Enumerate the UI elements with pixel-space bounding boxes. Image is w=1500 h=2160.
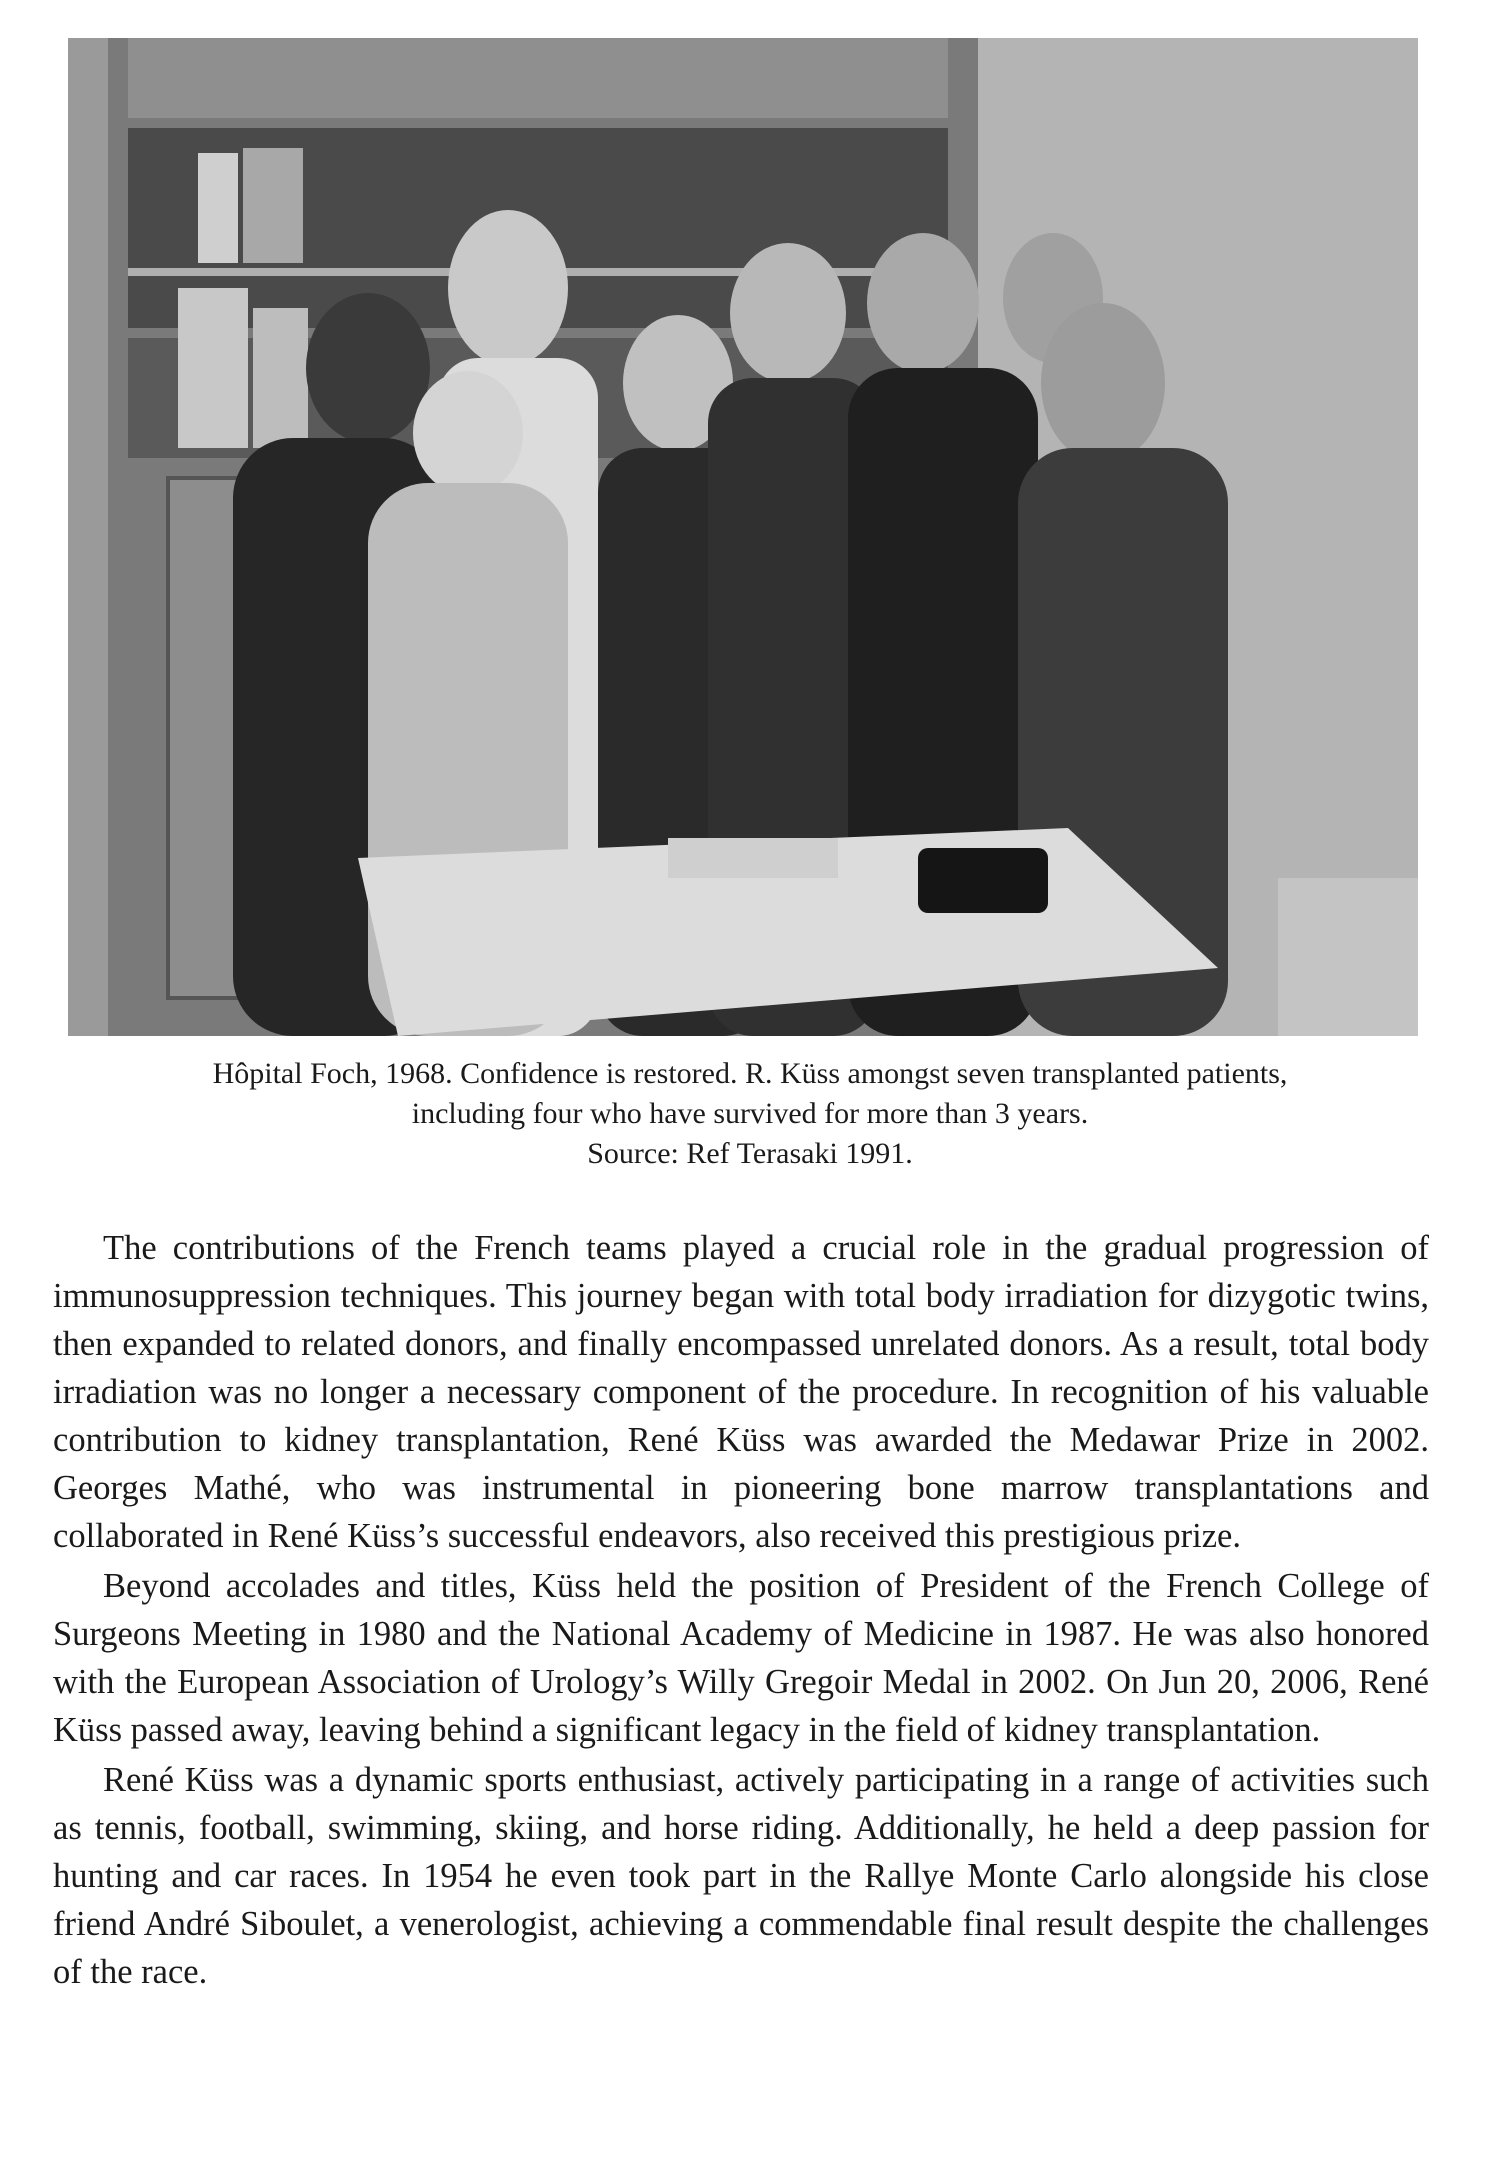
caption-line-3: Source: Ref Terasaki 1991. [587, 1137, 913, 1170]
paragraph-2-text: Beyond accolades and titles, Küss held the position of President of the French College of Surgeons Meeting in 1980 and the National Academy of Medicine in 1987. He was also honored with the European Association of Urology’s Willy Gregoir Medal in 2002. On Jun 20, 2006, René Küss passed away, leaving behind a significant legacy in the field of kidney transplantation. [53, 1567, 1429, 1749]
paragraph-3 [53, 1756, 1429, 1996]
caption-line-1: Hôpital Foch, 1968. Confidence is restored. R. Küss amongst seven transplanted patients, [212, 1057, 1288, 1090]
article-body [53, 1224, 1429, 1996]
paragraph-1-text: The contributions of the French teams played a crucial role in the gradual progression of immunosuppression techniques. This journey began with total body irradiation for dizygotic twins, then expanded to related donors, and finally encompassed unrelated donors. As a result, total body irradiation was no longer a necessary component of the procedure. In recognition of his valuable contribution to kidney transplantation, René Küss was awarded the Medawar Prize in 2002. Georges Mathé, who was instrumental in pioneering bone marrow transplantations and collaborated in René Küss’s successful endeavors, also received this prestigious prize. [53, 1229, 1429, 1555]
figure-caption [60, 1054, 1440, 1174]
paragraph-2 [53, 1562, 1429, 1754]
group-photo [68, 38, 1418, 1036]
caption-line-2: including four who have survived for more than 3 years. [411, 1097, 1089, 1130]
paragraph-3-text: René Küss was a dynamic sports enthusiast, actively participating in a range of activities such as tennis, football, swimming, skiing, and horse riding. Additionally, he held a deep passion for hunting and car races. In 1954 he even took part in the Rallye Monte Carlo alongside his close friend André Siboulet, a venerologist, achieving a commendable final result despite the challenges of the race. [53, 1761, 1429, 1991]
paragraph-1 [53, 1224, 1429, 1560]
group-photo-image [68, 38, 1418, 1036]
